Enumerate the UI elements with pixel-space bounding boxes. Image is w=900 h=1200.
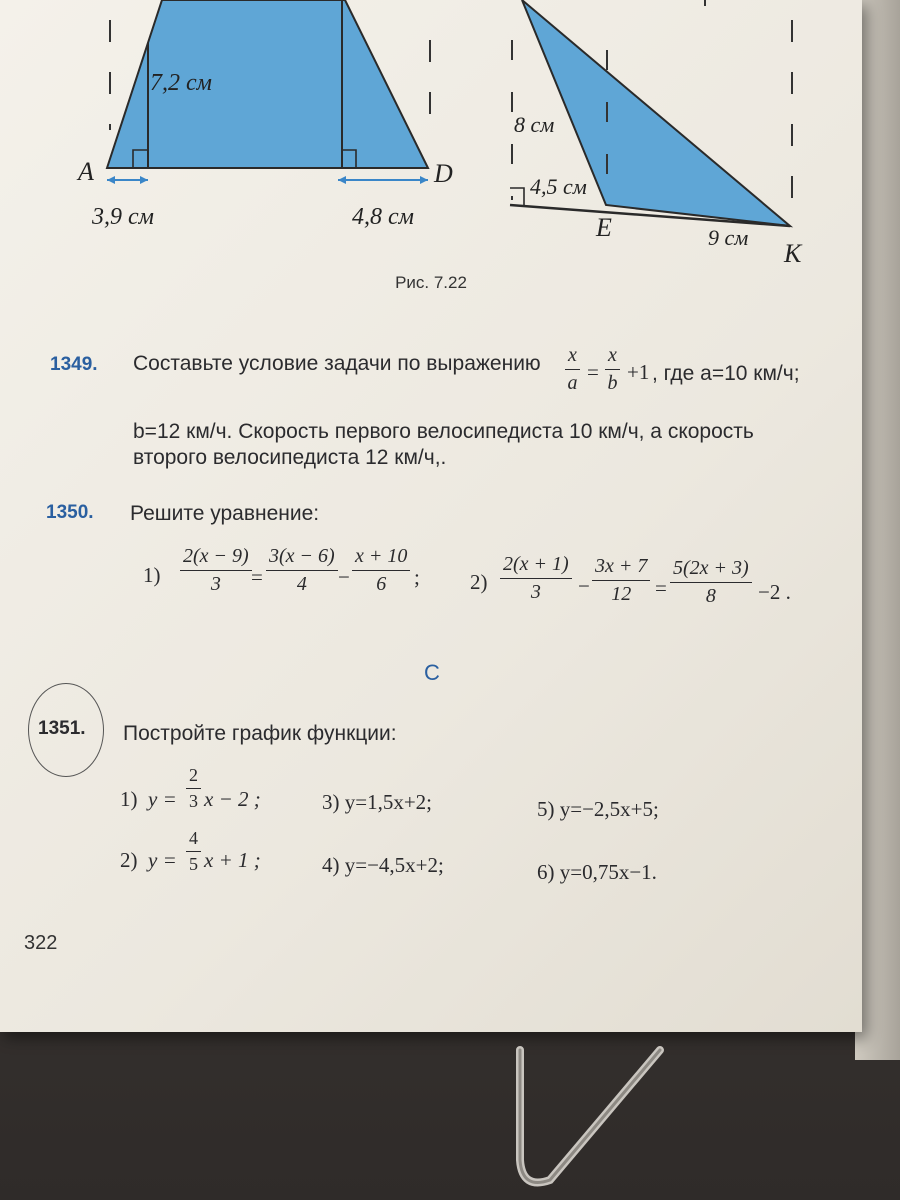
problem-number-1349: 1349. bbox=[50, 354, 98, 375]
eq1-fraction-2 bbox=[266, 545, 338, 596]
figure-7-22 bbox=[0, 0, 862, 270]
fraction-denominator: 4 bbox=[296, 573, 307, 595]
vertex-e-label: E bbox=[596, 213, 612, 242]
fraction-denominator: 3 bbox=[530, 581, 541, 603]
item-1-label: 1) bbox=[120, 787, 138, 811]
book-stand-wire bbox=[510, 1040, 710, 1200]
item-2-label: 2) bbox=[120, 848, 138, 872]
item-6: 6) y=0,75x−1. bbox=[537, 860, 657, 884]
fraction-numerator: 2 bbox=[186, 765, 201, 789]
item-1-fraction bbox=[186, 765, 201, 812]
eq2-fraction-1 bbox=[500, 553, 572, 604]
fraction-denominator: a bbox=[567, 372, 578, 394]
fraction-denominator: 6 bbox=[376, 573, 387, 595]
fraction-numerator: 2(x + 1) bbox=[500, 553, 572, 579]
right-base-label: 4,8 см bbox=[352, 204, 414, 230]
minus-two: −2 . bbox=[758, 580, 791, 604]
item-3: 3) y=1,5x+2; bbox=[322, 790, 433, 814]
problem-1349-tail: , где a=10 км/ч; bbox=[652, 362, 800, 385]
section-letter: C bbox=[424, 660, 440, 685]
equals-sign: = bbox=[587, 360, 599, 384]
item-2-suffix: x + 1 ; bbox=[204, 848, 261, 872]
problem-number-1351: 1351. bbox=[38, 718, 86, 739]
item-1-prefix: y = bbox=[148, 787, 177, 811]
problem-1351-text: Постройте график функции: bbox=[123, 722, 397, 745]
equation-2-label: 2) bbox=[470, 570, 488, 594]
fraction-numerator: 5(2x + 3) bbox=[670, 557, 752, 583]
item-2-prefix: y = bbox=[148, 848, 177, 872]
fraction-numerator: 3x + 7 bbox=[592, 555, 650, 581]
page-number: 322 bbox=[24, 932, 58, 954]
fraction-denominator: b bbox=[607, 372, 618, 394]
equals-sign: = bbox=[251, 565, 263, 589]
problem-1350-text: Решите уравнение: bbox=[130, 502, 320, 525]
eq1-fraction-1 bbox=[180, 545, 252, 596]
figure-caption: Рис. 7.22 bbox=[395, 273, 467, 292]
fraction-numerator: 3(x − 6) bbox=[266, 545, 338, 571]
triangle-base-label: 9 см bbox=[708, 225, 749, 250]
fraction-numerator: x + 10 bbox=[352, 545, 410, 571]
fraction-denominator: 3 bbox=[189, 791, 198, 811]
fraction-denominator: 12 bbox=[611, 583, 632, 605]
fraction-denominator: 5 bbox=[189, 854, 198, 874]
equals-sign: = bbox=[655, 576, 667, 600]
triangle-segment-label: 4,5 см bbox=[530, 174, 587, 199]
triangle-height-label: 8 см bbox=[514, 112, 555, 137]
fraction-x-over-a bbox=[565, 344, 580, 395]
minus-sign: − bbox=[578, 574, 590, 598]
fraction-numerator: 2(x − 9) bbox=[180, 545, 252, 571]
fraction-numerator: 4 bbox=[186, 828, 201, 852]
minus-sign: − bbox=[338, 565, 350, 589]
semicolon: ; bbox=[414, 565, 420, 589]
item-5: 5) y=−2,5x+5; bbox=[537, 797, 659, 821]
item-1-suffix: x − 2 ; bbox=[204, 787, 261, 811]
eq1-fraction-3 bbox=[352, 545, 410, 596]
vertex-d-label: D bbox=[434, 159, 453, 188]
problem-1349-line1: Составьте условие задачи по выражению bbox=[133, 352, 541, 375]
trapezoid-height-label: 7,2 см bbox=[150, 70, 212, 96]
fraction-denominator: 3 bbox=[210, 573, 221, 595]
eq2-fraction-3 bbox=[670, 557, 752, 608]
equation-1-label: 1) bbox=[143, 563, 161, 587]
fraction-x-over-b bbox=[605, 344, 620, 395]
problem-1349-line2: b=12 км/ч. Скорость первого велосипедиста 10 км/ч, а скорость bbox=[133, 420, 754, 443]
fraction-numerator: x bbox=[565, 344, 580, 370]
item-2-fraction bbox=[186, 828, 201, 875]
plus-one: +1 bbox=[627, 360, 650, 384]
problem-1349-line3: второго велосипедиста 12 км/ч,. bbox=[133, 446, 447, 469]
vertex-a-label: A bbox=[78, 157, 94, 186]
item-4: 4) y=−4,5x+2; bbox=[322, 853, 444, 877]
fraction-denominator: 8 bbox=[705, 585, 716, 607]
vertex-k-label: K bbox=[784, 239, 802, 268]
left-base-label: 3,9 см bbox=[92, 204, 154, 230]
fraction-numerator: x bbox=[605, 344, 620, 370]
eq2-fraction-2 bbox=[592, 555, 650, 606]
problem-number-1350: 1350. bbox=[46, 502, 94, 523]
